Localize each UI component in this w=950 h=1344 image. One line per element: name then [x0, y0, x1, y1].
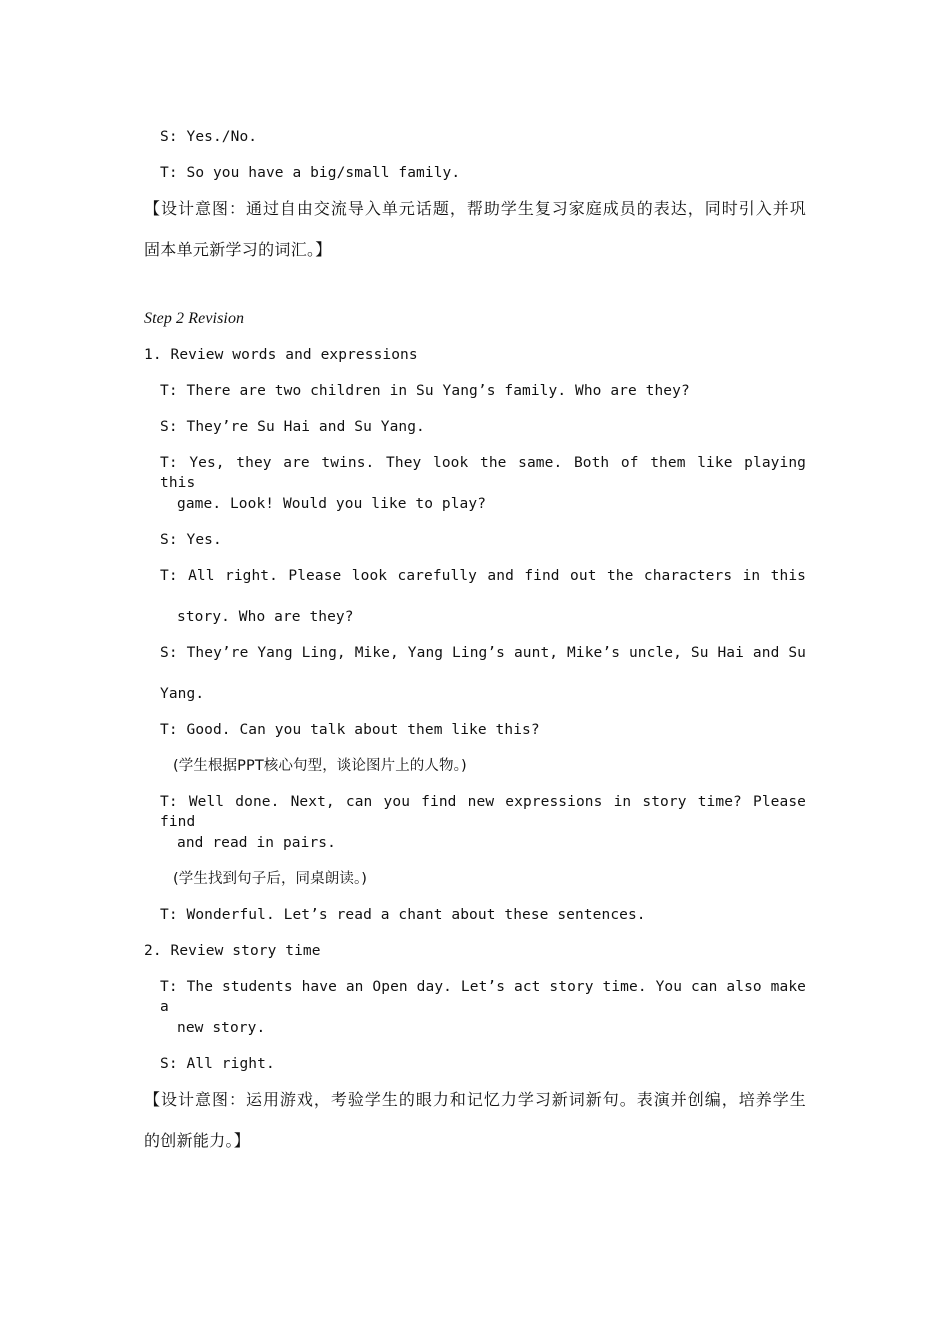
section-heading: 2. Review story time [144, 943, 321, 959]
dialogue-line-cont: and read in pairs. [177, 835, 336, 851]
dialogue-line-cont: new story. [177, 1020, 266, 1036]
dialogue-line-cont: Yang. [160, 686, 205, 702]
design-intent-note-cont: 固本单元新学习的词汇。】 [144, 240, 332, 259]
design-intent-note: 【设计意图：运用游戏，考验学生的眼力和记忆力学习新词新句。表演并创编，培养学生 [144, 1090, 806, 1109]
activity-note: (学生根据PPT核心句型，谈论图片上的人物。) [173, 758, 467, 774]
dialogue-line-teacher: T: Good. Can you talk about them like this? [160, 722, 540, 738]
dialogue-line-teacher: T: Wonderful. Let’s read a chant about these sentences. [160, 907, 646, 923]
design-intent-note: 【设计意图：通过自由交流导入单元话题，帮助学生复习家庭成员的表达，同时引入并巩 [144, 199, 806, 218]
step-heading: Step 2 Revision [144, 310, 245, 327]
dialogue-line-teacher: T: There are two children in Su Yang’s family. Who are they? [160, 383, 690, 399]
design-intent-note-cont: 的创新能力。】 [144, 1131, 251, 1150]
dialogue-line-teacher: T: So you have a big/small family. [160, 165, 461, 181]
dialogue-line-teacher: T: Well done. Next, can you find new expressions in story time? Please find [160, 794, 806, 830]
activity-note: (学生找到句子后，同桌朗读。) [173, 871, 368, 887]
section-heading: 1. Review words and expressions [144, 347, 418, 363]
dialogue-line-cont: story. Who are they? [177, 609, 354, 625]
dialogue-line-teacher: T: The students have an Open day. Let’s act story time. You can also make a [160, 979, 806, 1015]
dialogue-line-student: S: Yes./No. [160, 129, 258, 145]
dialogue-line-student: S: All right. [160, 1056, 275, 1072]
dialogue-line-student: S: Yes. [160, 532, 222, 548]
dialogue-line-cont: game. Look! Would you like to play? [177, 496, 487, 512]
dialogue-line-teacher: T: All right. Please look carefully and find out the characters in this [160, 568, 806, 584]
dialogue-line-student: S: They’re Yang Ling, Mike, Yang Ling’s aunt, Mike’s uncle, Su Hai and Su [160, 645, 806, 661]
dialogue-line-student: S: They’re Su Hai and Su Yang. [160, 419, 425, 435]
dialogue-line-teacher: T: Yes, they are twins. They look the same. Both of them like playing this [160, 455, 806, 491]
